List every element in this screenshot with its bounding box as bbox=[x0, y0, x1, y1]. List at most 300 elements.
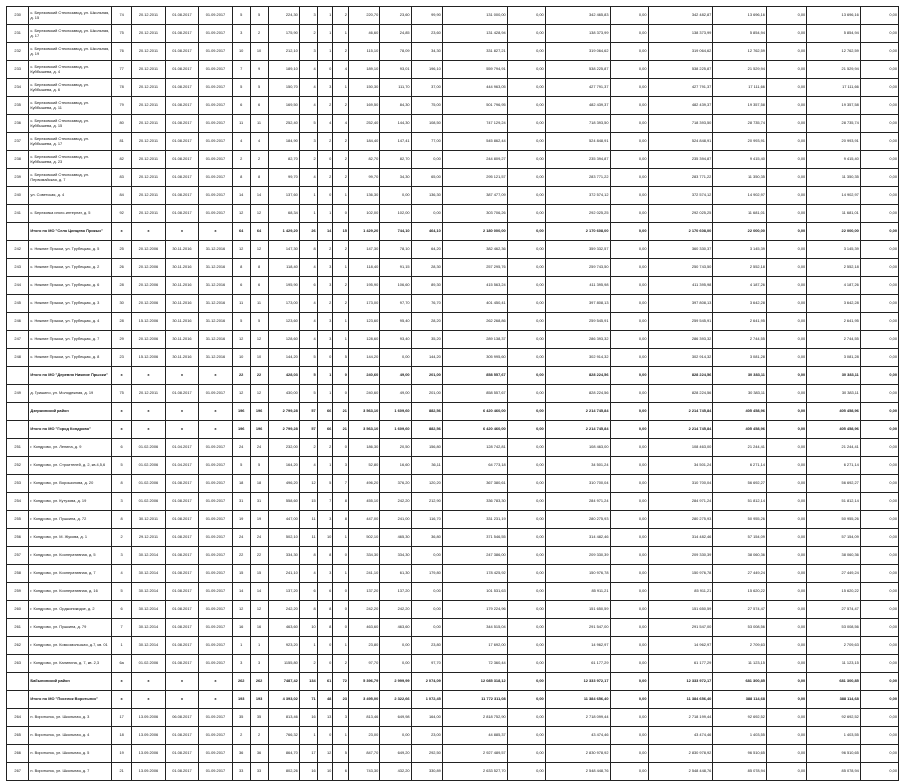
table-cell: 27 574,47 bbox=[807, 601, 861, 619]
table-cell: 427 791,37 bbox=[545, 79, 610, 97]
table-row bbox=[7, 331, 899, 349]
table-cell: 342 465,83 bbox=[545, 7, 610, 25]
table-cell: 747 129,24 bbox=[442, 115, 507, 133]
table-cell: 0,00 bbox=[507, 565, 545, 583]
table-cell: 718 393,50 bbox=[545, 115, 610, 133]
table-cell: 29 bbox=[112, 331, 132, 349]
table-cell: 147,41 bbox=[380, 133, 411, 151]
table-cell: 20.12.2006 bbox=[132, 277, 166, 295]
table-cell: 61,30 bbox=[380, 565, 411, 583]
table-row bbox=[7, 745, 899, 763]
table-cell: 01.02.2006 bbox=[132, 457, 166, 475]
table-cell: 01.09.2017 bbox=[199, 619, 233, 637]
table-cell: 92 692,52 bbox=[807, 709, 861, 727]
table-row bbox=[7, 7, 899, 25]
table-cell: 766,32 bbox=[268, 727, 299, 745]
address-cell: Дзержинский район bbox=[29, 403, 112, 421]
table-cell: 12 333 972,17 bbox=[545, 673, 610, 691]
table-cell: 5 396,79 bbox=[348, 673, 379, 691]
table-cell: 25 bbox=[112, 241, 132, 259]
table-cell: 0,00 bbox=[610, 565, 648, 583]
table-cell: 2 bbox=[317, 169, 333, 187]
table-cell: 0,00 bbox=[766, 511, 806, 529]
table-cell: 75 bbox=[112, 25, 132, 43]
table-cell: 813,46 bbox=[268, 709, 299, 727]
table-cell: 744,10 bbox=[380, 223, 411, 241]
table-cell: 0,00 bbox=[766, 763, 806, 781]
table-cell: 01.09.2017 bbox=[199, 763, 233, 781]
table-cell: 2 709,63 bbox=[807, 637, 861, 655]
table-cell: 01.04.2017 bbox=[165, 439, 199, 457]
table-cell: 0,00 bbox=[507, 241, 545, 259]
table-cell: 36 bbox=[232, 745, 250, 763]
table-cell: 11 123,15 bbox=[807, 655, 861, 673]
table-cell: 0,00 bbox=[766, 529, 806, 547]
table-cell: 108 463,00 bbox=[648, 439, 713, 457]
table-cell: 30.12.2014 bbox=[132, 601, 166, 619]
table-cell: 84,30 bbox=[380, 97, 411, 115]
table-cell: 184,90 bbox=[268, 133, 299, 151]
table-cell: 0,00 bbox=[507, 313, 545, 331]
table-cell: 1 bbox=[333, 25, 349, 43]
table-cell: 2 999,99 bbox=[380, 673, 411, 691]
table-cell: 10 bbox=[299, 619, 317, 637]
table-cell: 193 bbox=[232, 691, 250, 709]
table-cell: 4 393,02 bbox=[268, 691, 299, 709]
table-cell: 150,30 bbox=[348, 79, 379, 97]
table-cell: 23 bbox=[333, 691, 349, 709]
table-cell: 828 224,56 bbox=[545, 385, 610, 403]
table-cell: 0 bbox=[333, 601, 349, 619]
subtotal-row bbox=[7, 223, 899, 241]
table-cell: 0,00 bbox=[860, 565, 898, 583]
address-cell: п. Воротынск, ул. Школьная, д. 5 bbox=[29, 745, 112, 763]
table-cell: 17 111,66 bbox=[713, 79, 767, 97]
table-cell: 0,00 bbox=[766, 169, 806, 187]
table-cell: 20.12.2006 bbox=[132, 259, 166, 277]
table-row bbox=[7, 349, 899, 367]
table-cell: 01.09.2017 bbox=[199, 133, 233, 151]
register-table bbox=[6, 6, 899, 781]
table-cell: 31.12.2016 bbox=[199, 241, 233, 259]
table-cell: 0,00 bbox=[766, 331, 806, 349]
table-cell: 118,40 bbox=[268, 259, 299, 277]
table-cell: 649,98 bbox=[380, 709, 411, 727]
table-cell: 189,10 bbox=[348, 61, 379, 79]
table-cell: 61 177,29 bbox=[648, 655, 713, 673]
table-cell: 257 295,76 bbox=[442, 259, 507, 277]
table-cell: 372 574,12 bbox=[545, 187, 610, 205]
table-cell: 20.12.2011 bbox=[132, 205, 166, 223]
table-cell: 12 bbox=[250, 331, 268, 349]
table-cell: 78,10 bbox=[380, 241, 411, 259]
table-cell: 0,00 bbox=[507, 115, 545, 133]
table-cell: 20,50 bbox=[380, 439, 411, 457]
table-row bbox=[7, 205, 899, 223]
table-cell: 3 bbox=[317, 277, 333, 295]
table-cell: 371 546,55 bbox=[442, 529, 507, 547]
table-row bbox=[7, 259, 899, 277]
table-cell: 3 563,10 bbox=[348, 403, 379, 421]
table-cell: 156,80 bbox=[411, 439, 442, 457]
table-cell: 212,90 bbox=[411, 493, 442, 511]
table-cell: 11 681,01 bbox=[713, 205, 767, 223]
table-cell: 3 bbox=[317, 313, 333, 331]
table-cell: 310 700,04 bbox=[648, 475, 713, 493]
table-cell: 138 373,99 bbox=[648, 25, 713, 43]
table-cell: 0,00 bbox=[860, 763, 898, 781]
table-cell: 252 bbox=[7, 457, 29, 475]
table-cell: 0,00 bbox=[507, 223, 545, 241]
table-cell: 101 531,63 bbox=[442, 583, 507, 601]
table-cell: 17 692,00 bbox=[442, 637, 507, 655]
table-cell: 01.09.2017 bbox=[199, 457, 233, 475]
table-cell: 0,00 bbox=[507, 259, 545, 277]
table-cell: 0 bbox=[317, 637, 333, 655]
table-cell: 0,00 bbox=[766, 259, 806, 277]
table-cell: 173,00 bbox=[348, 295, 379, 313]
table-cell: 0,00 bbox=[766, 79, 806, 97]
table-cell: 0,00 bbox=[860, 493, 898, 511]
table-cell: 108,50 bbox=[411, 115, 442, 133]
table-cell: 4 bbox=[299, 313, 317, 331]
table-row bbox=[7, 763, 899, 781]
table-cell: 240 bbox=[7, 187, 29, 205]
table-cell: 2 322,66 bbox=[380, 691, 411, 709]
table-cell: 184,40 bbox=[348, 133, 379, 151]
table-cell: 20.12.2006 bbox=[132, 331, 166, 349]
table-cell: 0,00 bbox=[860, 133, 898, 151]
table-cell: 0,00 bbox=[766, 313, 806, 331]
table-cell: 1 403,55 bbox=[807, 727, 861, 745]
table-cell: 118,40 bbox=[348, 259, 379, 277]
table-cell: 292 025,25 bbox=[648, 205, 713, 223]
table-cell: 15 bbox=[333, 223, 349, 241]
table-cell: 264 bbox=[7, 709, 29, 727]
table-cell: 0,00 bbox=[610, 25, 648, 43]
table-cell: 0,00 bbox=[507, 529, 545, 547]
table-cell: 0,00 bbox=[507, 151, 545, 169]
table-cell: 0,00 bbox=[507, 745, 545, 763]
table-cell: 0,00 bbox=[411, 151, 442, 169]
table-cell: x bbox=[132, 403, 166, 421]
table-cell: 502,10 bbox=[268, 529, 299, 547]
table-cell: 244 809,27 bbox=[442, 151, 507, 169]
table-cell: 01.08.2017 bbox=[165, 97, 199, 115]
table-cell: 2 bbox=[333, 133, 349, 151]
table-cell: 7 bbox=[333, 475, 349, 493]
table-cell: 0,00 bbox=[860, 223, 898, 241]
table-cell: 5 bbox=[333, 745, 349, 763]
table-cell: 2 bbox=[317, 241, 333, 259]
table-cell: 33 bbox=[250, 763, 268, 781]
table-cell: x bbox=[132, 223, 166, 241]
table-row bbox=[7, 457, 899, 475]
table-cell: 0,00 bbox=[860, 727, 898, 745]
table-cell: 0,00 bbox=[766, 25, 806, 43]
table-row bbox=[7, 493, 899, 511]
table-cell: 82,70 bbox=[268, 151, 299, 169]
table-cell: 74 bbox=[112, 7, 132, 25]
table-cell: 0,00 bbox=[860, 655, 898, 673]
table-cell: 0,00 bbox=[610, 133, 648, 151]
table-cell: 138 373,99 bbox=[545, 25, 610, 43]
table-cell: 46,60 bbox=[348, 25, 379, 43]
table-cell: 0,00 bbox=[380, 655, 411, 673]
table-cell: 23,60 bbox=[411, 25, 442, 43]
table-cell: 248 bbox=[7, 349, 29, 367]
table-cell: 2 bbox=[250, 25, 268, 43]
table-cell: 179 224,96 bbox=[442, 601, 507, 619]
table-cell: 43 474,46 bbox=[545, 727, 610, 745]
table-cell: 253 bbox=[7, 475, 29, 493]
table-cell: 463,60 bbox=[348, 619, 379, 637]
table-cell: 30.12.2014 bbox=[132, 637, 166, 655]
table-cell: 01.08.2017 bbox=[165, 475, 199, 493]
table-cell: 0,00 bbox=[860, 313, 898, 331]
table-cell: 01.09.2017 bbox=[199, 565, 233, 583]
subtotal-row bbox=[7, 421, 899, 439]
table-cell: 0,00 bbox=[610, 727, 648, 745]
table-cell: 23,00 bbox=[411, 727, 442, 745]
table-cell: 262 bbox=[7, 637, 29, 655]
table-cell: 17 bbox=[112, 709, 132, 727]
table-cell: 0 bbox=[333, 385, 349, 403]
table-cell: 91,15 bbox=[380, 259, 411, 277]
table-cell: 0,00 bbox=[507, 277, 545, 295]
table-cell: 314 482,46 bbox=[545, 529, 610, 547]
table-cell: 30.12.2011 bbox=[132, 511, 166, 529]
table-cell: 0,00 bbox=[610, 655, 648, 673]
table-cell: 372 574,12 bbox=[648, 187, 713, 205]
table-cell: 01.09.2017 bbox=[199, 97, 233, 115]
table-cell: 0,00 bbox=[610, 7, 648, 25]
table-cell: 0,00 bbox=[860, 187, 898, 205]
table-cell: 291 547,00 bbox=[545, 619, 610, 637]
table-cell: 12 762,59 bbox=[713, 43, 767, 61]
table-cell: 14 962,97 bbox=[545, 637, 610, 655]
table-cell: 0,00 bbox=[610, 763, 648, 781]
table-cell: 30.11.2016 bbox=[165, 241, 199, 259]
table-cell: 12 bbox=[232, 205, 250, 223]
table-cell: 30 383,11 bbox=[713, 367, 767, 385]
table-cell: 6 bbox=[299, 277, 317, 295]
table-cell: 31.12.2016 bbox=[199, 313, 233, 331]
table-cell: 4 bbox=[333, 61, 349, 79]
table-cell: 0,00 bbox=[507, 763, 545, 781]
table-cell: 259 743,50 bbox=[545, 259, 610, 277]
table-cell: 0,00 bbox=[507, 709, 545, 727]
table-cell: 0,00 bbox=[766, 385, 806, 403]
table-cell: 3 642,28 bbox=[807, 295, 861, 313]
table-cell: 649,20 bbox=[380, 745, 411, 763]
table-cell: 283 771,22 bbox=[545, 169, 610, 187]
table-cell: 30 383,11 bbox=[807, 367, 861, 385]
table-cell: 01.08.2017 bbox=[165, 169, 199, 187]
table-cell: 01.09.2017 bbox=[199, 529, 233, 547]
table-cell: 558,60 bbox=[268, 493, 299, 511]
table-cell: 57 bbox=[299, 403, 317, 421]
table-cell: 97,70 bbox=[348, 655, 379, 673]
table-cell: 196 bbox=[250, 403, 268, 421]
table-cell: 0,00 bbox=[860, 7, 898, 25]
table-cell: 5 bbox=[112, 457, 132, 475]
table-cell: 538 225,87 bbox=[545, 61, 610, 79]
table-cell: 1 bbox=[333, 259, 349, 277]
table-cell: 30 383,11 bbox=[713, 385, 767, 403]
table-cell: 289 138,37 bbox=[442, 331, 507, 349]
table-cell: 0,00 bbox=[766, 7, 806, 25]
table-cell: 376,20 bbox=[380, 475, 411, 493]
table-cell: 283 771,22 bbox=[648, 169, 713, 187]
table-cell: 4 bbox=[232, 133, 250, 151]
table-cell: 175,90 bbox=[268, 25, 299, 43]
table-cell: 405 458,96 bbox=[807, 403, 861, 421]
table-cell: 3 bbox=[317, 565, 333, 583]
table-cell: 432,20 bbox=[380, 763, 411, 781]
table-cell: x bbox=[165, 223, 199, 241]
table-cell: 11 bbox=[232, 115, 250, 133]
address-cell: Итого по МО "Деревня Нижние Прыски" bbox=[29, 367, 112, 385]
table-cell: 14 902,97 bbox=[807, 187, 861, 205]
table-cell: 34 501,24 bbox=[648, 457, 713, 475]
table-row bbox=[7, 277, 899, 295]
address-cell: п. Воротынск, ул. Школьная, д. 3 bbox=[29, 709, 112, 727]
table-cell: 12 762,59 bbox=[807, 43, 861, 61]
table-cell: 245 bbox=[7, 295, 29, 313]
table-cell: 31 bbox=[250, 493, 268, 511]
table-cell: 0,00 bbox=[860, 583, 898, 601]
table-row bbox=[7, 25, 899, 43]
table-cell: x bbox=[112, 691, 132, 709]
address-cell: Бабынинский район bbox=[29, 673, 112, 691]
table-cell: 3 145,39 bbox=[713, 241, 767, 259]
table-cell: 15 620,22 bbox=[713, 583, 767, 601]
table-cell: 0,00 bbox=[766, 151, 806, 169]
table-cell: 1 bbox=[299, 637, 317, 655]
table-cell: 0,00 bbox=[411, 583, 442, 601]
table-cell: 01.08.2017 bbox=[165, 763, 199, 781]
table-cell: 0,00 bbox=[507, 385, 545, 403]
table-cell: 286 393,32 bbox=[648, 331, 713, 349]
table-cell: 231 bbox=[7, 25, 29, 43]
table-cell: 66 bbox=[317, 421, 333, 439]
table-cell: 0,00 bbox=[766, 547, 806, 565]
table-cell: 240,60 bbox=[348, 385, 379, 403]
table-cell: 0,00 bbox=[610, 277, 648, 295]
table-cell: 196 bbox=[232, 403, 250, 421]
table-row bbox=[7, 727, 899, 745]
table-cell: 319 064,62 bbox=[545, 43, 610, 61]
table-cell: 01.02.2006 bbox=[132, 475, 166, 493]
table-cell: 151 650,59 bbox=[648, 601, 713, 619]
table-cell: 0,00 bbox=[766, 601, 806, 619]
table-cell: 681 300,85 bbox=[713, 673, 767, 691]
table-cell: 19 bbox=[112, 745, 132, 763]
table-cell: 2 bbox=[232, 151, 250, 169]
table-cell: 8 bbox=[317, 619, 333, 637]
table-cell: 0 bbox=[317, 349, 333, 367]
table-cell: 0,00 bbox=[610, 331, 648, 349]
table-cell: 12 bbox=[250, 241, 268, 259]
table-cell: 1 bbox=[317, 457, 333, 475]
table-cell: 128,60 bbox=[268, 331, 299, 349]
table-cell: 0,00 bbox=[766, 727, 806, 745]
table-cell: 99,90 bbox=[411, 7, 442, 25]
table-cell: 2 641,95 bbox=[713, 313, 767, 331]
table-row bbox=[7, 79, 899, 97]
table-cell: 0,00 bbox=[766, 655, 806, 673]
table-cell: 37,00 bbox=[411, 79, 442, 97]
table-cell: 01.09.2017 bbox=[199, 205, 233, 223]
table-cell: 233 bbox=[7, 61, 29, 79]
table-cell: 212,10 bbox=[268, 43, 299, 61]
table-cell: 1 bbox=[333, 79, 349, 97]
table-cell: 85 078,94 bbox=[713, 763, 767, 781]
table-cell: 250 743,50 bbox=[648, 259, 713, 277]
table-row bbox=[7, 637, 899, 655]
address-cell: с. Березовский Стеклозавод, ул. Куйбышева, д. 11 bbox=[29, 97, 112, 115]
table-cell: 858 557,67 bbox=[442, 367, 507, 385]
table-cell: 13.09.2006 bbox=[132, 709, 166, 727]
address-cell: с. Березовка иного-интернат, д. 5 bbox=[29, 205, 112, 223]
table-cell: 0,00 bbox=[507, 295, 545, 313]
table-cell: 13 696,16 bbox=[807, 7, 861, 25]
table-cell: 5 bbox=[299, 115, 317, 133]
table-cell: x bbox=[199, 691, 233, 709]
table-cell: 0,00 bbox=[610, 187, 648, 205]
table-cell: 0,00 bbox=[507, 601, 545, 619]
table-cell: 252,40 bbox=[348, 115, 379, 133]
table-cell: 01.09.2017 bbox=[199, 169, 233, 187]
table-cell: 0,00 bbox=[860, 169, 898, 187]
table-cell: 247 386,00 bbox=[442, 547, 507, 565]
table-cell: 01.09.2017 bbox=[199, 61, 233, 79]
table-cell: 496,20 bbox=[348, 475, 379, 493]
table-cell: 123,60 bbox=[348, 313, 379, 331]
table-cell: 0,00 bbox=[610, 115, 648, 133]
table-cell: 3 081,28 bbox=[807, 349, 861, 367]
table-cell: 01.09.2017 bbox=[199, 385, 233, 403]
table-cell: 242,20 bbox=[348, 601, 379, 619]
table-cell: 3 bbox=[299, 133, 317, 151]
table-cell: 12 bbox=[232, 331, 250, 349]
table-cell: 465,30 bbox=[380, 529, 411, 547]
table-cell: 8 bbox=[232, 169, 250, 187]
table-cell: 201,00 bbox=[411, 367, 442, 385]
table-cell: 524 848,91 bbox=[545, 133, 610, 151]
table-cell: 4 187,26 bbox=[713, 277, 767, 295]
table-cell: 1 bbox=[317, 7, 333, 25]
table-cell: 1 bbox=[317, 25, 333, 43]
table-cell: 12 bbox=[250, 205, 268, 223]
table-cell: 196 bbox=[232, 421, 250, 439]
table-cell: 0 bbox=[333, 367, 349, 385]
table-cell: 16 bbox=[299, 763, 317, 781]
table-cell: x bbox=[112, 403, 132, 421]
table-cell: 415 563,24 bbox=[442, 277, 507, 295]
table-cell: 2 bbox=[299, 25, 317, 43]
table-cell: 3 bbox=[333, 709, 349, 727]
table-cell: 6 420 460,00 bbox=[442, 421, 507, 439]
table-cell: 3 081,28 bbox=[713, 349, 767, 367]
table-cell: 241 bbox=[7, 205, 29, 223]
table-cell: 923,20 bbox=[268, 637, 299, 655]
table-cell: 1 bbox=[317, 43, 333, 61]
table-cell: 36 bbox=[250, 745, 268, 763]
address-cell: с. Нижние Прыски, ул. Трубецкая, д. 4 bbox=[29, 313, 112, 331]
table-cell: 28 bbox=[112, 313, 132, 331]
